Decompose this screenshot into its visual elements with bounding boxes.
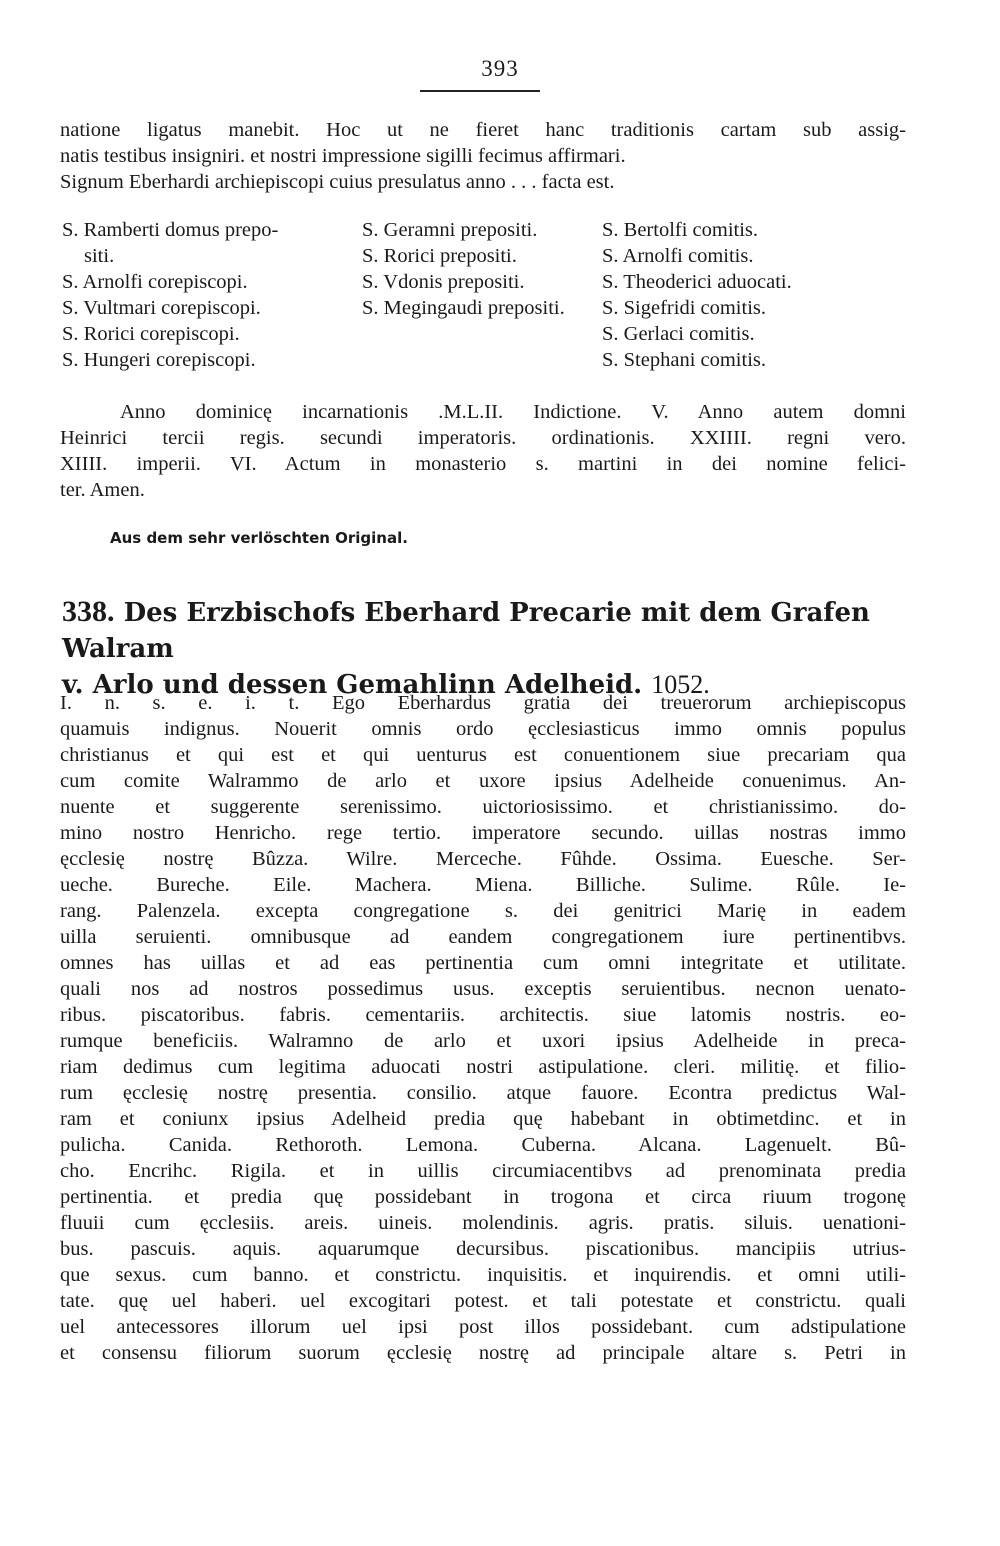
page-number: 393: [481, 56, 519, 81]
witness-row: [62, 347, 908, 373]
page-number-rule: [420, 90, 540, 92]
witness-entry: S. Gerlaci comitis.: [602, 323, 755, 345]
text-line: cum comite Walrammo de arlo et uxore ipsius Adelheide conuenimus. An-: [60, 770, 906, 792]
document-heading: [62, 594, 908, 703]
witness-row: [62, 321, 908, 347]
text-line: ęcclesię nostrę Bûzza. Wilre. Merceche. Fûhde. Ossima. Euesche. Ser-: [60, 848, 906, 870]
text-line: riam dedimus cum legitima aduocati nostri astipulatione. cleri. militię. et filio-: [60, 1056, 906, 1078]
text-line: bus. pascuis. aquis. aquarumque decursibus. piscationibus. mancipiis utrius-: [60, 1238, 906, 1260]
charter-closing-text: [60, 117, 906, 195]
witness-entry: S. Vultmari corepiscopi.: [62, 297, 261, 319]
text-line: uel antecessores illorum uel ipsi post illos possidebant. cum adstipulatione: [60, 1316, 906, 1338]
witness-entry: S. Stephani comitis.: [602, 349, 766, 371]
text-line: pertinentia. et predia quę possidebant in trogona et circa riuum trogonę: [60, 1186, 906, 1208]
text-line: christianus et qui est et qui uenturus est conuentionem siue precariam qua: [60, 744, 906, 766]
text-line: mino nostro Henricho. rege tertio. imperatore secundo. uillas nostras immo: [60, 822, 906, 844]
heading-line: [62, 594, 908, 667]
witness-row: [62, 243, 908, 269]
text-line: XIIII. imperii. VI. Actum in monasterio s. martini in dei nomine felici-: [60, 453, 906, 475]
text-line: et consensu filiorum suorum ęcclesię nostrę ad principale altare s. Petri in: [60, 1342, 906, 1364]
text-line: rumque beneficiis. Walramno de arlo et uxori ipsius Adelheide in preca-: [60, 1030, 906, 1052]
witness-entry: S. Theoderici aduocati.: [602, 271, 792, 293]
text-line: ram et coniunx ipsius Adelheid predia quę habebant in obtimetdinc. et in: [60, 1108, 906, 1130]
witness-entry: S. Geramni prepositi.: [362, 219, 538, 241]
witness-entry: S. Ramberti domus prepo-: [62, 219, 279, 241]
text-line: omnes has uillas et ad eas pertinentia cum omni integritate et utilitate.: [60, 952, 906, 974]
text-line: tate. quę uel haberi. uel excogitari potest. et tali potestate et constrictu. quali: [60, 1290, 906, 1312]
source-note: Aus dem sehr verlöschten Original.: [110, 529, 408, 547]
witness-list: [62, 217, 908, 373]
text-line: Signum Eberhardi archiepiscopi cuius presulatus anno . . . facta est.: [60, 171, 615, 193]
witness-entry: S. Bertolfi comitis.: [602, 219, 759, 241]
text-line: I. n. s. e. i. t. Ego Eberhardus gratia dei treuerorum archiepiscopus: [60, 692, 906, 714]
text-line: ribus. piscatoribus. fabris. cementariis. architectis. siue latomis nostris. eo-: [60, 1004, 906, 1026]
text-line: natis testibus insigniri. et nostri impressione sigilli fecimus affirmari.: [60, 145, 626, 167]
dating-clause: [60, 399, 906, 503]
text-line: uilla seruienti. omnibusque ad eandem congregationem iure pertinentibvs.: [60, 926, 906, 948]
text-line: pulicha. Canida. Rethoroth. Lemona. Cuberna. Alcana. Lagenuelt. Bû-: [60, 1134, 906, 1156]
witness-entry: S. Megingaudi prepositi.: [362, 297, 565, 319]
text-line: cho. Encrihc. Rigila. et in uillis circumiacentibvs ad prenominata predia: [60, 1160, 906, 1182]
text-line: rang. Palenzela. excepta congregatione s. dei genitrici Marię in eadem: [60, 900, 906, 922]
text-line: fluuii cum ęcclesiis. areis. uineis. molendinis. agris. pratis. siluis. uenationi-: [60, 1212, 906, 1234]
witness-entry: S. Rorici corepiscopi.: [62, 323, 240, 345]
heading-title-line1: Des Erzbischofs Eberhard Precarie mit dem Grafen Walram: [62, 598, 870, 664]
witness-entry: S. Arnolfi corepiscopi.: [62, 271, 248, 293]
witness-row: [62, 269, 908, 295]
document-number: 338.: [62, 595, 115, 628]
text-line: nuente et suggerente serenissimo. uictoriosissimo. et christianissimo. do-: [60, 796, 906, 818]
heading-year: 1052.: [651, 670, 710, 699]
text-line: ter. Amen.: [60, 479, 145, 501]
text-line: Anno dominicę incarnationis .M.L.II. Indictione. V. Anno autem domni: [120, 401, 906, 423]
witness-entry: S. Sigefridi comitis.: [602, 297, 766, 319]
witness-entry: S. Arnolfi comitis.: [602, 245, 754, 267]
text-line: ueche. Bureche. Eile. Machera. Miena. Billiche. Sulime. Rûle. Ie-: [60, 874, 906, 896]
text-line: natione ligatus manebit. Hoc ut ne fieret hanc traditionis cartam sub assig-: [60, 119, 906, 141]
text-line: Heinrici tercii regis. secundi imperatoris. ordinationis. XXIIII. regni vero.: [60, 427, 906, 449]
witness-entry: S. Rorici prepositi.: [362, 245, 517, 267]
text-line: quamuis indignus. Nouerit omnis ordo ęcclesiasticus immo omnis populus: [60, 718, 906, 740]
heading-title-line2: v. Arlo und dessen Gemahlinn Adelheid.: [62, 670, 643, 700]
witness-row: [62, 295, 908, 321]
text-line: que sexus. cum banno. et constrictu. inquisitis. et inquirendis. et omni utili-: [60, 1264, 906, 1286]
witness-entry: siti.: [84, 245, 115, 267]
witness-row: [62, 217, 908, 243]
witness-entry: S. Vdonis prepositi.: [362, 271, 525, 293]
text-line: rum ęcclesię nostrę presentia. consilio. atque fauore. Econtra predictus Wal-: [60, 1082, 906, 1104]
text-line: quali nos ad nostros possedimus usus. exceptis seruientibus. necnon uenato-: [60, 978, 906, 1000]
charter-body: [60, 690, 906, 1366]
witness-entry: S. Hungeri corepiscopi.: [62, 349, 256, 371]
